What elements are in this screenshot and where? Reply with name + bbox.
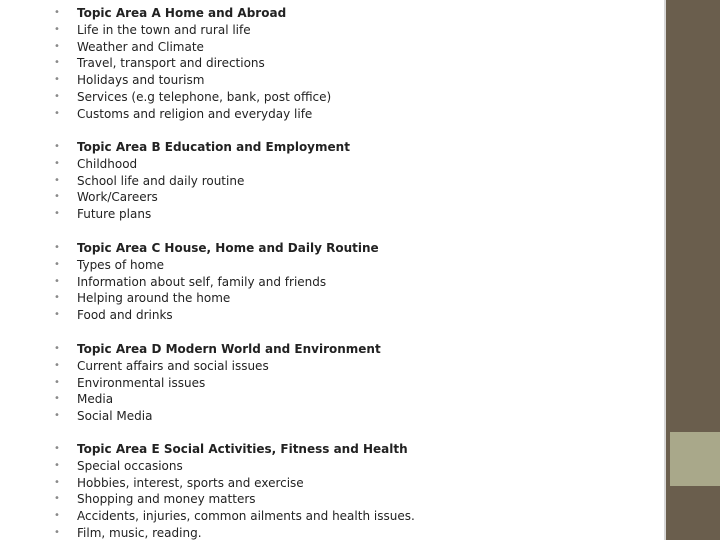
bullet-icon: •: [54, 459, 60, 471]
bullet-icon: •: [54, 410, 60, 422]
list-item-text: Information about self, family and friends: [77, 274, 327, 289]
topic-heading-text: Topic Area D Modern World and Environment: [77, 342, 381, 356]
list-item-text: Current affairs and social issues: [77, 358, 269, 373]
bullet-icon: •: [54, 7, 60, 18]
bullet-icon: •: [54, 242, 60, 253]
bullet-icon: •: [54, 510, 60, 522]
list-item-text: Film, music, reading.: [77, 525, 202, 540]
bullet-icon: •: [54, 275, 60, 287]
topic-heading-text: Topic Area B Education and Employment: [77, 140, 350, 154]
sidebar-accent-block: [670, 432, 720, 486]
list-item-text: Helping around the home: [77, 291, 231, 306]
bullet-icon: •: [54, 343, 60, 354]
list-item-text: Holidays and tourism: [77, 73, 205, 88]
bullet-icon: •: [54, 476, 60, 488]
list-item-text: Life in the town and rural life: [77, 22, 251, 37]
bullet-icon: •: [54, 107, 60, 119]
list-item-text: Travel, transport and directions: [77, 56, 265, 71]
bullet-icon: •: [54, 292, 60, 304]
topic-heading-text: Topic Area C House, Home and Daily Routine: [77, 241, 379, 255]
topic-heading-text: Topic Area E Social Activities, Fitness and Health: [77, 442, 408, 456]
bullet-icon: •: [54, 141, 60, 152]
sidebar-decoration: [666, 0, 720, 540]
list-item-text: Future plans: [77, 207, 152, 222]
list-item-text: Special occasions: [77, 458, 183, 473]
list-item-text: Work/Careers: [77, 190, 158, 205]
bullet-icon: •: [54, 526, 60, 538]
bullet-icon: •: [54, 23, 60, 35]
list-item-text: Services (e.g telephone, bank, post office): [77, 89, 332, 104]
list-item-text: Accidents, injuries, common ailments and health issues.: [77, 509, 415, 524]
list-item-text: Food and drinks: [77, 308, 173, 323]
list-item-text: Childhood: [77, 156, 138, 171]
bullet-icon: •: [54, 208, 60, 220]
bullet-icon: •: [54, 174, 60, 186]
bullet-icon: •: [54, 57, 60, 69]
list-item-text: School life and daily routine: [77, 173, 245, 188]
list-item-text: Weather and Climate: [77, 39, 204, 54]
bullet-icon: •: [54, 493, 60, 505]
bullet-icon: •: [54, 191, 60, 203]
bullet-icon: •: [54, 393, 60, 405]
bullet-icon: •: [54, 359, 60, 371]
bullet-icon: •: [54, 90, 60, 102]
bullet-icon: •: [54, 309, 60, 321]
topic-heading-text: Topic Area A Home and Abroad: [77, 6, 287, 20]
bullet-icon: •: [54, 258, 60, 270]
list-item-text: Social Media: [77, 409, 153, 424]
bullet-icon: •: [54, 376, 60, 388]
bullet-icon: •: [54, 40, 60, 52]
list-item-text: Hobbies, interest, sports and exercise: [77, 475, 304, 490]
list-item-text: Types of home: [77, 257, 165, 272]
bullet-icon: •: [54, 443, 60, 454]
bullet-icon: •: [54, 74, 60, 86]
bullet-icon: •: [54, 157, 60, 169]
list-item-text: Customs and religion and everyday life: [77, 106, 313, 121]
list-item-text: Media: [77, 392, 114, 407]
list-item-text: Environmental issues: [77, 375, 206, 390]
list-item-text: Shopping and money matters: [77, 492, 256, 507]
